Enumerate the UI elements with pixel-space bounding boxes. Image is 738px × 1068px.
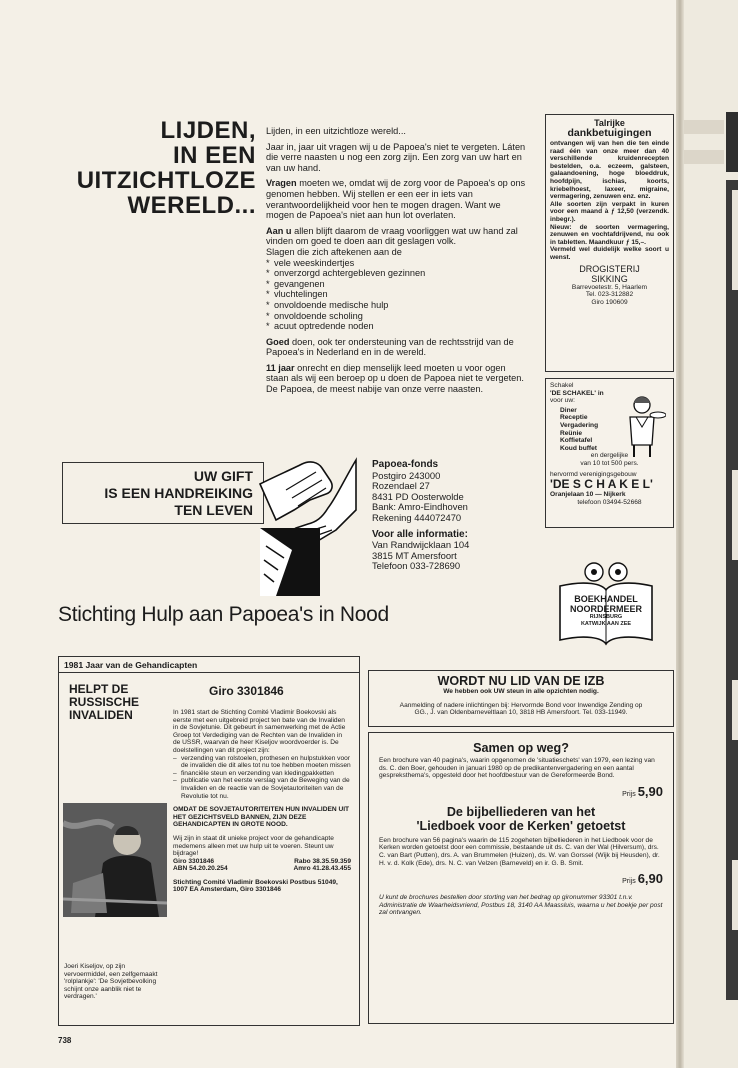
brochure-1-body: Een brochure van 40 pagina's, waarin opgenomen de 'situatieschets' van 1979, een lezing van ds. C. den Boer, gehouden in januari 1980 op de predikantenvergadering en een aantal gespreksthema's, opgesteld door het hoofdbestuur van de Gereformeerde Bond. <box>379 757 655 780</box>
herbs-shop: DROGISTERIJ SIKKING <box>579 263 640 284</box>
list-item: * gevangenen <box>266 279 528 290</box>
izb-subtitle: We hebben ook UW steun in alle opzichten nodig. <box>443 688 599 695</box>
ad-schakel <box>545 378 674 528</box>
schakel-items: Diner Receptie Vergadering Reünie Koffietafel Koud buffet <box>560 406 599 452</box>
bookshop-name: NOORDERMEER <box>569 604 642 614</box>
kiseljov-photo <box>63 803 167 917</box>
brochure-1-price: Prijs 5,90 <box>622 783 663 799</box>
schakel-phone: telefoon 03494-52668 <box>577 498 642 506</box>
bookshop-town: RIJNSBURG <box>589 614 623 620</box>
handicap-title: HELPT DE RUSSISCHE INVALIDEN <box>69 682 140 722</box>
bookshop-name: BOEKHANDEL <box>574 594 638 604</box>
info-line: Van Randwijcklaan 104 <box>372 539 470 551</box>
helping-hands-illustration <box>256 450 360 600</box>
fund-line: Rekening 444072470 <box>372 511 462 523</box>
izb-ad <box>368 670 674 727</box>
fund-line: Postgiro 243000 <box>372 469 441 481</box>
waiter-illustration <box>618 393 666 459</box>
fund-line: 8431 PD Oosterwolde <box>372 490 464 502</box>
fund-line: Rozendael 27 <box>372 480 430 492</box>
list-item: * vele weeskindertjes <box>266 258 528 269</box>
gift-line: UW GIFT <box>193 468 253 484</box>
brochure-2-body: Een brochure van 56 pagina's waarin de 115 zogeheten bijbelliederen in het Liedboek voor de Kerken worden getoetst door een commissie, bestaande uit ds. C. van der Wal (Hilversum), drs. C. van Bart (Putten), drs. A. van Brummelen (Huizen), ds. W. van Gorssel (Wijk bij Heusden), dr. H. v. d. Kolk (Ede), drs. N. C. van Velzen (Barneveld) en ir. G. B. Smit. <box>379 836 660 867</box>
list-item: * onvoldoende scholing <box>266 311 528 322</box>
schakel-venue: hervormd verenigingsgebouw <box>550 470 637 478</box>
heading-line: LIJDEN, <box>160 117 256 144</box>
foundation-footer: Stichting Hulp aan Papoea's in Nood <box>58 603 389 626</box>
herbs-body: ontvangen wij van hen die ten einde raad één van onze meer dan 40 verschillende kruidenrecepten bestelden, o.a. eczeem, galsteen, galaandoening, hoge bloeddruk, hoofdpijn, ischias, koorts, kriebelhoest, laxeer, migraine, vermagering, zenuwen enz. enz. Alle soorten zijn verpakt in kuren voor een maand à ƒ 12,50 (verzendk. inbegr.). Nieuw: de soorten vermagering, zenuwen en vochtafdrijvend, nu ook in tabletten. Maandkuur ƒ 15,–. Vermeld wel duidelijk welke soort u wenst. <box>550 140 669 261</box>
handicap-body: In 1981 start de Stichting Comité Vladimir Boekovski als eerste met een uitgebreid project ten bate van de Invaliden in de Sovjetunie. Dit gebeurt in samenwerking met de Actie Groep tot Verdediging van de Rechten van de Invaliden in de USSR, waarvan de heer Kiseljov woordvoerder is. De doelstellingen van dit project zijn: – verzending van rolstoelen, prothesen en hulpstukken voor de invaliden die dit alles tot nu toe hebben moeten missen – financiële steun en verzending van kledingpakketten – publicatie van het eerste verslag van de Beweging van de Invaliden en de reactie van de Sovjetautoriteiten van de Revolutie tot nu. OMDAT DE SOVJETAUTORITEITEN HUN INVALIDEN UIT HET GEZICHTSVELD BANNEN, ZIJN DEZE GEHANDICAPTEN IN GROTE NOOD. Wij zijn in staat dit unieke project voor de gehandicapte medemens alleen met uw hulp uit te voeren. Steunt uw bijdrage! Giro 3301846 Rabo 38.35.59.359 ABN 54.20.20.254 Amro 41.28.43.455 Stichting Comité Vladimir Boekovski Postbus 51049, 1007 EA Amsterdam, Giro 3301846 <box>173 709 351 894</box>
needs-list <box>266 258 528 332</box>
schakel-name: 'DE S C H A K E L' <box>550 477 653 492</box>
list-item: * onvoldoende medische hulp <box>266 300 528 311</box>
herbs-title: Talrijke dankbetuigingen <box>567 118 652 139</box>
paragraph-5: 11 jaar onrecht en diep menselijk leed moeten u voor ogen staan als wij een beroep op u doen de Papoea niet te vergeten. De Papoea, de meest nabije van onze verre naasten. <box>266 362 524 395</box>
schakel-address: Oranjelaan 10 — Nijkerk <box>550 491 626 499</box>
schakel-intro: Schakel <box>550 382 574 389</box>
photo-caption: Joeri Kiseljov, op zijn vervoermiddel, een zelfgemaakt 'rolplankje': 'De Sovjetbevolking schijnt onze aanblik niet te verdragen.' <box>64 963 158 1001</box>
page-right-fragment <box>684 0 738 1068</box>
paragraph-2: Vragen moeten we, omdat wij de zorg voor de Papoea's op ons genomen hebben. Wij stellen er een eer in iets van verantwoordelijkheid voor hen te mogen dragen. Want we mogen de Papoea's niet aan hun lot overlaten. <box>266 178 526 221</box>
main-heading <box>58 118 256 218</box>
list-item: * acuut optredende noden <box>266 321 528 332</box>
list-item: * onverzorgd achtergebleven gezinnen <box>266 268 528 279</box>
fund-title: Papoea-fonds <box>372 459 439 470</box>
paragraph-1: Jaar in, jaar uit vragen wij u de Papoea's niet te vergeten. Láten die verre naasten u nog een zorg zijn. Een zorg van uw hart en van uw hand. <box>266 141 526 173</box>
handicap-giro-heading: Giro 3301846 <box>209 684 284 698</box>
heading-line: IN EEN <box>172 142 256 169</box>
ad-herbs <box>545 114 674 372</box>
main-body <box>266 126 528 400</box>
bookshop-town: KATWIJK AAN ZEE <box>580 621 632 627</box>
page-number: 738 <box>58 1036 72 1045</box>
info-line: 3815 MT Amersfoort <box>372 549 457 561</box>
brochure-order-note: U kunt de brochures bestellen door storting van het bedrag op gironummer 93301 t.n.v. Administratie de Waarheidsvriend, Postbus 18, 3140 AA Maassluis, waarna u het boekje per post zal ontvangen. <box>379 894 663 917</box>
gift-box <box>62 462 264 524</box>
schakel-intro: 'DE SCHAKEL' in <box>550 389 604 397</box>
intro-line: Lijden, in een uitzichtloze wereld... <box>266 126 406 136</box>
info-title: Voor alle informatie: <box>372 528 468 540</box>
paragraph-4: Goed doen, ook ter ondersteuning van de rechtsstrijd van de Papoea's in Nederland en in de wereld. <box>266 336 514 358</box>
brochure-2-price: Prijs 6,90 <box>622 871 663 887</box>
brochure-2-title: De bijbelliederen van het 'Liedboek voor de Kerken' getoetst <box>416 804 626 833</box>
ad-bookshop <box>556 560 656 650</box>
heading-line: UITZICHTLOZE <box>76 167 256 194</box>
brochure-1-title: Samen op weg? <box>473 741 569 755</box>
handicap-header: 1981 Jaar van de Gehandicapten <box>64 660 198 670</box>
fund-line: Bank: Amro-Eindhoven <box>372 501 468 513</box>
paragraph-3: Aan u allen blijft daarom de vraag voorliggen wat uw hand zal vinden om goed te doen aan dit geslagen volk. <box>266 225 518 247</box>
fund-info <box>372 460 532 572</box>
izb-body: Aanmelding of nadere inlichtingen bij: Hervormde Bond voor Inwendige Zending op GG., J. van Oldenbarneveltlaan 10, 3818 HB Amersfoort. Tel. 033-11949. <box>399 701 643 717</box>
page-spine <box>676 0 684 1068</box>
izb-title: WORDT NU LID VAN DE IZB <box>437 674 605 688</box>
brochures-ad <box>368 732 674 1024</box>
schakel-intro: voor uw: <box>550 397 575 405</box>
gift-line: TEN LEVEN <box>174 502 253 518</box>
gift-line: IS EEN HANDREIKING <box>104 485 253 501</box>
list-item: * vluchtelingen <box>266 289 528 300</box>
handicap-ad <box>58 656 360 1026</box>
info-line: Telefoon 033-728690 <box>372 560 461 572</box>
heading-line: WERELD... <box>127 192 256 219</box>
herbs-address: Barrevoetestr. 5, Haarlem Tel. 023-312882 Giro 190609 <box>571 283 648 306</box>
schakel-note: en dergelijke van 10 tot 500 pers. <box>580 452 639 467</box>
paragraph-3b: Slagen die zich aftekenen aan de <box>266 246 402 257</box>
